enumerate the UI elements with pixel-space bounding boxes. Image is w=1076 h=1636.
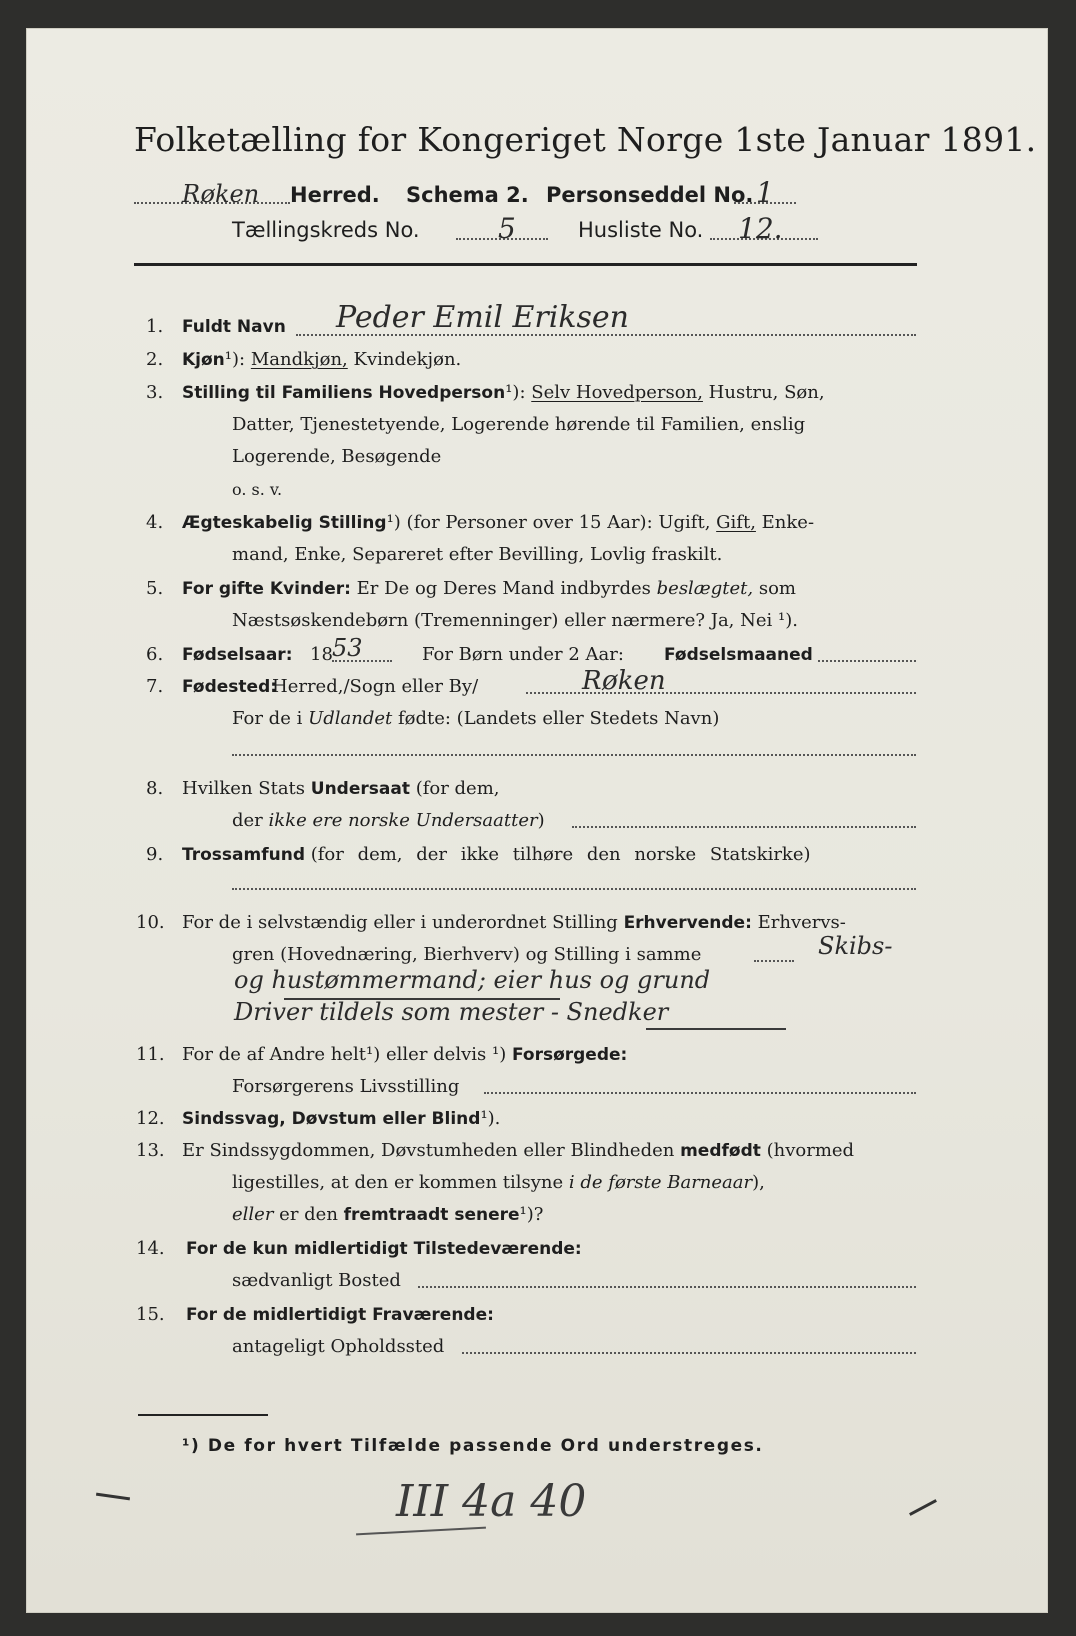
q10-hand-underline-2 — [646, 1028, 786, 1030]
q3-label: Stilling til Familiens Hovedperson — [182, 383, 506, 403]
q13-line3 — [232, 1204, 543, 1225]
q9-text: (for dem, der ikke tilhøre den norske Statskirke) — [310, 844, 811, 865]
q13-line2-a: ligestilles, at den er kommen tilsyne — [232, 1172, 564, 1193]
q1-name-value: Peder Emil Eriksen — [336, 300, 629, 335]
archive-mark-underline — [356, 1527, 486, 1536]
q10-handwritten-3: Driver tildels som mester - Snedker — [234, 998, 669, 1026]
q13-label: medfødt — [680, 1141, 761, 1161]
item-number: 13. — [136, 1140, 165, 1161]
q15-label: For de midlertidigt Fraværende: — [186, 1305, 494, 1325]
q10-text: For de i selvstændig eller i underordnet Stilling — [182, 912, 618, 933]
q14-line2: sædvanligt Bosted — [232, 1270, 401, 1291]
q14-label: For de kun midlertidigt Tilstedeværende: — [186, 1239, 582, 1259]
q5-text: Er De og Deres Mand indbyrdes — [356, 578, 651, 599]
q6-month-dotted-line — [818, 660, 916, 662]
archive-mark: III 4a 40 — [396, 1476, 587, 1527]
q5-line2: Næstsøskendebørn (Tremenninger) eller nærmere? Ja, Nei ¹). — [232, 610, 798, 631]
q3-sup: ¹): — [505, 382, 526, 403]
kreds-label: Tællingskreds No. — [232, 218, 420, 242]
item-number: 4. — [146, 512, 164, 533]
q4-sup: ¹) — [386, 512, 401, 533]
q8-line2-a: der — [232, 810, 263, 831]
q13-line3-a: er den — [279, 1204, 338, 1225]
q10-label: Erhvervende: — [623, 913, 752, 933]
q5-italic: beslægtet, — [656, 578, 754, 599]
q6-label2: Fødselsmaaned — [664, 645, 813, 665]
item-number: 5. — [146, 578, 164, 599]
q4-label: Ægteskabelig Stilling — [182, 513, 387, 533]
q3-line — [182, 382, 825, 403]
q6-text: For Børn under 2 Aar: — [422, 644, 624, 665]
q6-label: Fødselsaar: — [182, 645, 293, 665]
kreds-value: 5 — [498, 212, 516, 245]
q13-line3-italic: eller — [232, 1204, 274, 1225]
form-title: Folketælling for Kongeriget Norge 1ste Januar 1891. — [134, 120, 1037, 159]
q6-year-value: 53 — [332, 634, 363, 662]
q6-dotted-line — [332, 660, 392, 662]
q8-line2-italic: ikke ere norske Undersaatter — [268, 810, 538, 831]
q8-line — [182, 778, 500, 799]
q7-birthplace-value: Røken — [582, 666, 666, 696]
q13-text: Er Sindssygdommen, Døvstumheden eller Blindheden — [182, 1140, 675, 1161]
q7-line2-italic: Udlandet — [308, 708, 393, 729]
q14-dotted-line — [418, 1286, 916, 1288]
footnote-rule — [138, 1414, 268, 1416]
q15-line2: antageligt Opholdssted — [232, 1336, 445, 1357]
item-number: 15. — [136, 1304, 165, 1325]
q9-dotted-line — [232, 888, 916, 890]
q2-sup: ¹): — [224, 349, 246, 370]
q3-option-selected: Selv Hovedperson, — [531, 382, 703, 403]
q11-label: Forsørgede: — [511, 1045, 628, 1065]
item-number: 12. — [136, 1108, 165, 1129]
census-form-page — [26, 28, 1048, 1613]
q8-text2: (for dem, — [415, 778, 500, 799]
q6-prefix: 18 — [310, 644, 333, 665]
q9-line — [182, 844, 811, 865]
q10-line — [182, 912, 846, 933]
item-number: 9. — [146, 844, 164, 865]
q4-option-selected: Gift, — [716, 512, 756, 533]
header-rule — [134, 263, 917, 266]
q13-line3-bold: fremtraadt senere — [343, 1205, 520, 1225]
item-number: 7. — [146, 676, 164, 697]
q5-text2: som — [758, 578, 796, 599]
q10-handwritten-2: og hustømmermand; eier hus og grund — [234, 966, 711, 994]
q11-dotted-line — [484, 1092, 916, 1094]
item-number: 11. — [136, 1044, 165, 1065]
q3-rest: Hustru, Søn, — [708, 382, 825, 403]
q4-line — [182, 512, 814, 533]
q5-label: For gifte Kvinder: — [182, 579, 351, 599]
q2-line — [182, 349, 461, 370]
q13-line3-end: ¹)? — [519, 1204, 544, 1225]
q10-dotted-line — [754, 960, 794, 962]
q11-sup1: ¹) — [366, 1044, 381, 1065]
q8-dotted-line — [572, 826, 916, 828]
q7-foreign-dotted-line — [232, 754, 916, 756]
item-number: 6. — [146, 644, 164, 665]
item-number: 10. — [136, 912, 165, 933]
husliste-label: Husliste No. — [578, 218, 704, 242]
q10-handwritten-1: Skibs- — [818, 932, 893, 960]
q13-line2-b: ), — [752, 1172, 765, 1193]
q12-label: Sindssvag, Døvstum eller Blind — [182, 1109, 481, 1129]
schema-label: Schema 2. — [406, 183, 529, 207]
q11-text2: eller delvis — [386, 1044, 487, 1065]
q4-text2: Enke- — [761, 512, 815, 533]
herred-label: Herred. — [290, 183, 380, 207]
q3-line3: Logerende, Besøgende — [232, 446, 442, 467]
q2-label: Kjøn — [182, 350, 225, 370]
q3-line2: Datter, Tjenestetyende, Logerende hørende til Familien, enslig — [232, 414, 806, 435]
q8-line2: der ikke ere norske Undersaatter) — [232, 810, 545, 831]
q4-text: (for Personer over 15 Aar): Ugift, — [406, 512, 711, 533]
q10-line2: gren (Hovednæring, Bierhverv) og Stilling i samme — [232, 944, 702, 965]
pen-mark-right — [909, 1499, 937, 1516]
q11-line2: Forsørgerens Livsstilling — [232, 1076, 460, 1097]
personseddel-value: 1 — [756, 176, 774, 209]
q10-text2: Erhvervs- — [757, 912, 846, 933]
q11-line — [182, 1044, 627, 1065]
q11-text: For de af Andre helt — [182, 1044, 367, 1065]
item-number: 14. — [136, 1238, 165, 1259]
q3-line4: o. s. v. — [232, 480, 283, 499]
q7-line2-a: For de i — [232, 708, 303, 729]
herred-value: Røken — [182, 180, 260, 208]
q8-text: Hvilken Stats — [182, 778, 306, 799]
q4-line2: mand, Enke, Separeret efter Bevilling, Lovlig fraskilt. — [232, 544, 723, 565]
q12-sup: ¹). — [480, 1108, 501, 1129]
q8-label: Undersaat — [310, 779, 410, 799]
q7-line2 — [232, 708, 719, 729]
q7-text: Herred,/Sogn eller By/ — [272, 676, 479, 697]
q12-line — [182, 1108, 500, 1129]
q7-line2-b: fødte: (Landets eller Stedets Navn) — [397, 708, 720, 729]
q13-line2 — [232, 1172, 765, 1193]
q15-dotted-line — [462, 1352, 916, 1354]
q1-label: Fuldt Navn — [182, 317, 286, 337]
q7-label: Fødested: — [182, 677, 278, 697]
q11-sup2: ¹) — [491, 1044, 507, 1065]
husliste-value: 12. — [738, 212, 783, 245]
item-number: 2. — [146, 349, 164, 370]
q9-label: Trossamfund — [182, 845, 305, 865]
item-number: 1. — [146, 316, 164, 337]
item-number: 3. — [146, 382, 164, 403]
q2-option-selected: Mandkjøn, — [250, 349, 348, 370]
q13-line — [182, 1140, 854, 1161]
personseddel-label: Personseddel No. — [546, 183, 754, 207]
q7-dotted-line — [526, 692, 916, 694]
q5-line — [182, 578, 796, 599]
q13-text2: (hvormed — [766, 1140, 855, 1161]
footnote: ¹) De for hvert Tilfælde passende Ord understreges. — [182, 1436, 764, 1456]
q2-option: Kvindekjøn. — [353, 349, 462, 370]
pen-mark-left — [96, 1493, 130, 1501]
item-number: 8. — [146, 778, 164, 799]
q13-line2-italic: i de første Barneaar — [568, 1172, 753, 1193]
